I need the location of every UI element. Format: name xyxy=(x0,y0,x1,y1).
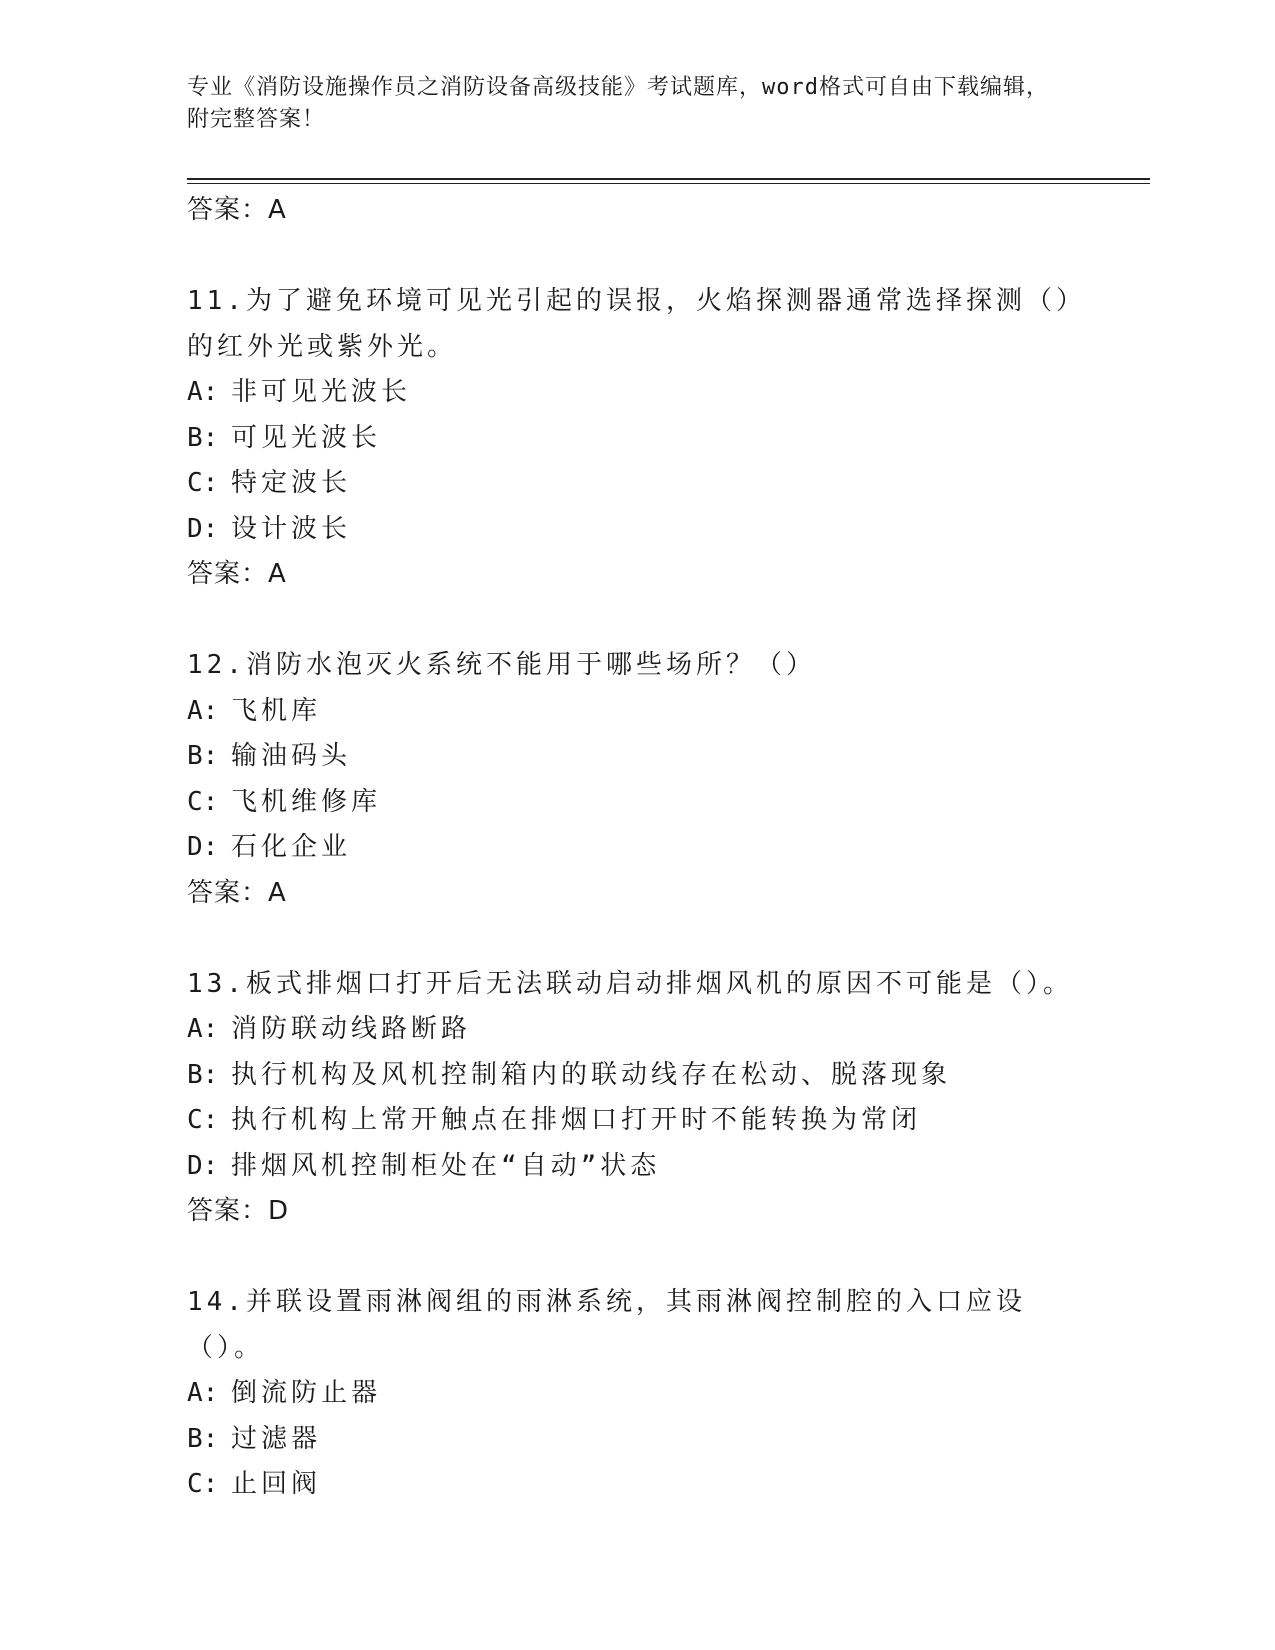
option-label: B: xyxy=(187,741,219,771)
option-c xyxy=(187,780,1087,826)
option-label: B: xyxy=(187,1423,219,1454)
option-label: A: xyxy=(187,377,219,407)
header-note: 专业《消防设施操作员之消防设备高级技能》考试题库，word格式可自由下载编辑，附完整答案！ xyxy=(187,75,1049,132)
header-rule-thick xyxy=(187,178,1150,180)
option-text: 可见光波长 xyxy=(231,422,382,453)
option-a xyxy=(187,689,1087,735)
option-label: C: xyxy=(187,1105,219,1135)
option-label: B: xyxy=(187,422,219,453)
option-label: A: xyxy=(187,1014,219,1044)
option-label: C: xyxy=(187,1469,219,1499)
option-text: 执行机构上常开触点在排烟口打开时不能转换为常闭 xyxy=(231,1105,922,1135)
spacer xyxy=(187,1235,1087,1281)
option-text: 止回阀 xyxy=(231,1469,322,1499)
option-label: D: xyxy=(187,1150,219,1181)
spacer xyxy=(187,916,1087,962)
question-item xyxy=(187,962,1087,1235)
option-label: A: xyxy=(187,695,219,726)
option-text: 设计波长 xyxy=(231,513,352,544)
option-text: 非可见光波长 xyxy=(231,377,412,407)
question-item xyxy=(187,279,1087,598)
option-text: 特定波长 xyxy=(231,468,352,498)
option-d xyxy=(187,825,1087,871)
option-b xyxy=(187,1053,1087,1099)
option-text: 输油码头 xyxy=(231,741,352,771)
option-d xyxy=(187,1144,1087,1190)
option-label: B: xyxy=(187,1059,219,1090)
option-a xyxy=(187,1007,1087,1053)
option-label: C: xyxy=(187,468,219,498)
option-text: 飞机维修库 xyxy=(231,786,382,817)
answer-line: 答案：A xyxy=(187,195,287,225)
question-item xyxy=(187,643,1087,916)
option-text: 消防联动线路断路 xyxy=(231,1014,472,1044)
answer-line: 答案：D xyxy=(187,1196,290,1226)
option-label: D: xyxy=(187,513,219,544)
question-stem: 12.消防水泡灭火系统不能用于哪些场所？（） xyxy=(187,650,816,680)
option-c xyxy=(187,1098,1087,1144)
spacer xyxy=(187,234,1087,280)
option-text: 排烟风机控制柜处在“自动”状态 xyxy=(231,1150,661,1181)
option-text: 过滤器 xyxy=(231,1423,322,1454)
option-label: C: xyxy=(187,786,219,817)
option-label: A: xyxy=(187,1378,219,1408)
option-a xyxy=(187,1371,1087,1417)
option-b xyxy=(187,416,1087,462)
option-c xyxy=(187,1462,1087,1508)
option-text: 倒流防止器 xyxy=(231,1378,382,1408)
option-b xyxy=(187,734,1087,780)
option-a xyxy=(187,370,1087,416)
question-list xyxy=(187,188,1087,1508)
spacer xyxy=(187,598,1087,644)
option-text: 飞机库 xyxy=(231,695,322,726)
header-rule-thin xyxy=(187,183,1150,184)
option-d xyxy=(187,507,1087,553)
question-stem: 14.并联设置雨淋阀组的雨淋系统，其雨淋阀控制腔的入口应设（）。 xyxy=(187,1287,1026,1363)
question-stem: 11.为了避免环境可见光引起的误报，火焰探测器通常选择探测（）的红外光或紫外光。 xyxy=(187,286,1086,362)
question-stem: 13.板式排烟口打开后无法联动启动排烟风机的原因不可能是（）。 xyxy=(187,968,1073,999)
option-c xyxy=(187,461,1087,507)
question-item xyxy=(187,1280,1087,1508)
option-label: D: xyxy=(187,832,219,862)
answer-line: 答案：A xyxy=(187,877,287,908)
option-text: 执行机构及风机控制箱内的联动线存在松动、脱落现象 xyxy=(231,1059,952,1090)
option-text: 石化企业 xyxy=(231,832,352,862)
option-b xyxy=(187,1417,1087,1463)
answer-line: 答案：A xyxy=(187,559,287,589)
